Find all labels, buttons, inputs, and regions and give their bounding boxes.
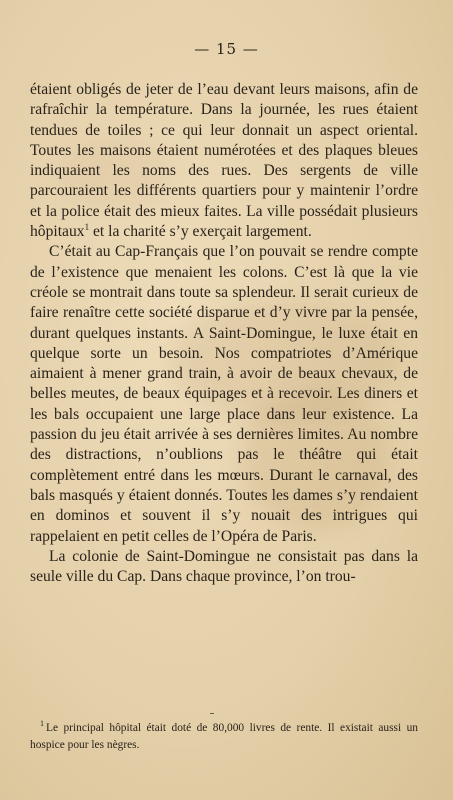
body-text (30, 80, 418, 587)
paragraph-2: C’était au Cap-Français que l’on pouvait se rendre compte de l’existence que menaient les colons. C’est là que la vie créole se montrait dans toute sa splendeur. Il serait curieux de faire renaître cette société disparue et d’y vivre par la pensée, durant quelques instants. A Saint-Domingue, le luxe était en quelque sorte un besoin. Nos compatriotes d’Amérique aimaient à mener grand train, à avoir de beaux chevaux, de belles meutes, de beaux équipages et à recevoir. Les diners et les bals occupaient une large place dans leur existence. La passion du jeu était arrivée à ses dernières limites. Au nombre des distractions, n’oublions pas le théâtre qui était complètement entré dans les mœurs. Durant le carnaval, des bals masqués y étaient donnés. Toutes les dames s’y rendaient en dominos et souvent il s’y nouait des intrigues qui rappelaient en petit celles de l’Opéra de Paris. (30, 243, 418, 545)
page-number: — 15 — (194, 40, 259, 58)
footnote (30, 720, 418, 754)
paragraph-1 (30, 80, 418, 242)
paragraph-3: La colonie de Saint-Domingue ne consistait pas dans la seule ville du Cap. Dans chaque province, l’on trou- (30, 547, 418, 586)
paragraph-text: étaient obligés de jeter de l’eau devant leurs maisons, afin de rafraîchir la température. Dans la journée, les rues étaient tendues de toiles ; ce qui leur donnait un aspect oriental. Toutes les maisons étaient numérotées et des plaques bleues indiquaient les noms des rues. Des sergents de ville parcouraient les différents quartiers pour y maintenir l’ordre et la police était des mieux faites. La ville possédait plusieurs hôpitaux (30, 81, 418, 241)
paragraph-text: et la charité s’y exerçait largement. (89, 223, 312, 241)
footnote-separator (210, 713, 214, 714)
footnote-number: 1 (40, 719, 44, 729)
footnote-text: Le principal hôpital était doté de 80,000 livres de rente. Il existait aussi un hospice pour les nègres. (30, 722, 418, 751)
footnote-reference: 1 (84, 221, 90, 232)
